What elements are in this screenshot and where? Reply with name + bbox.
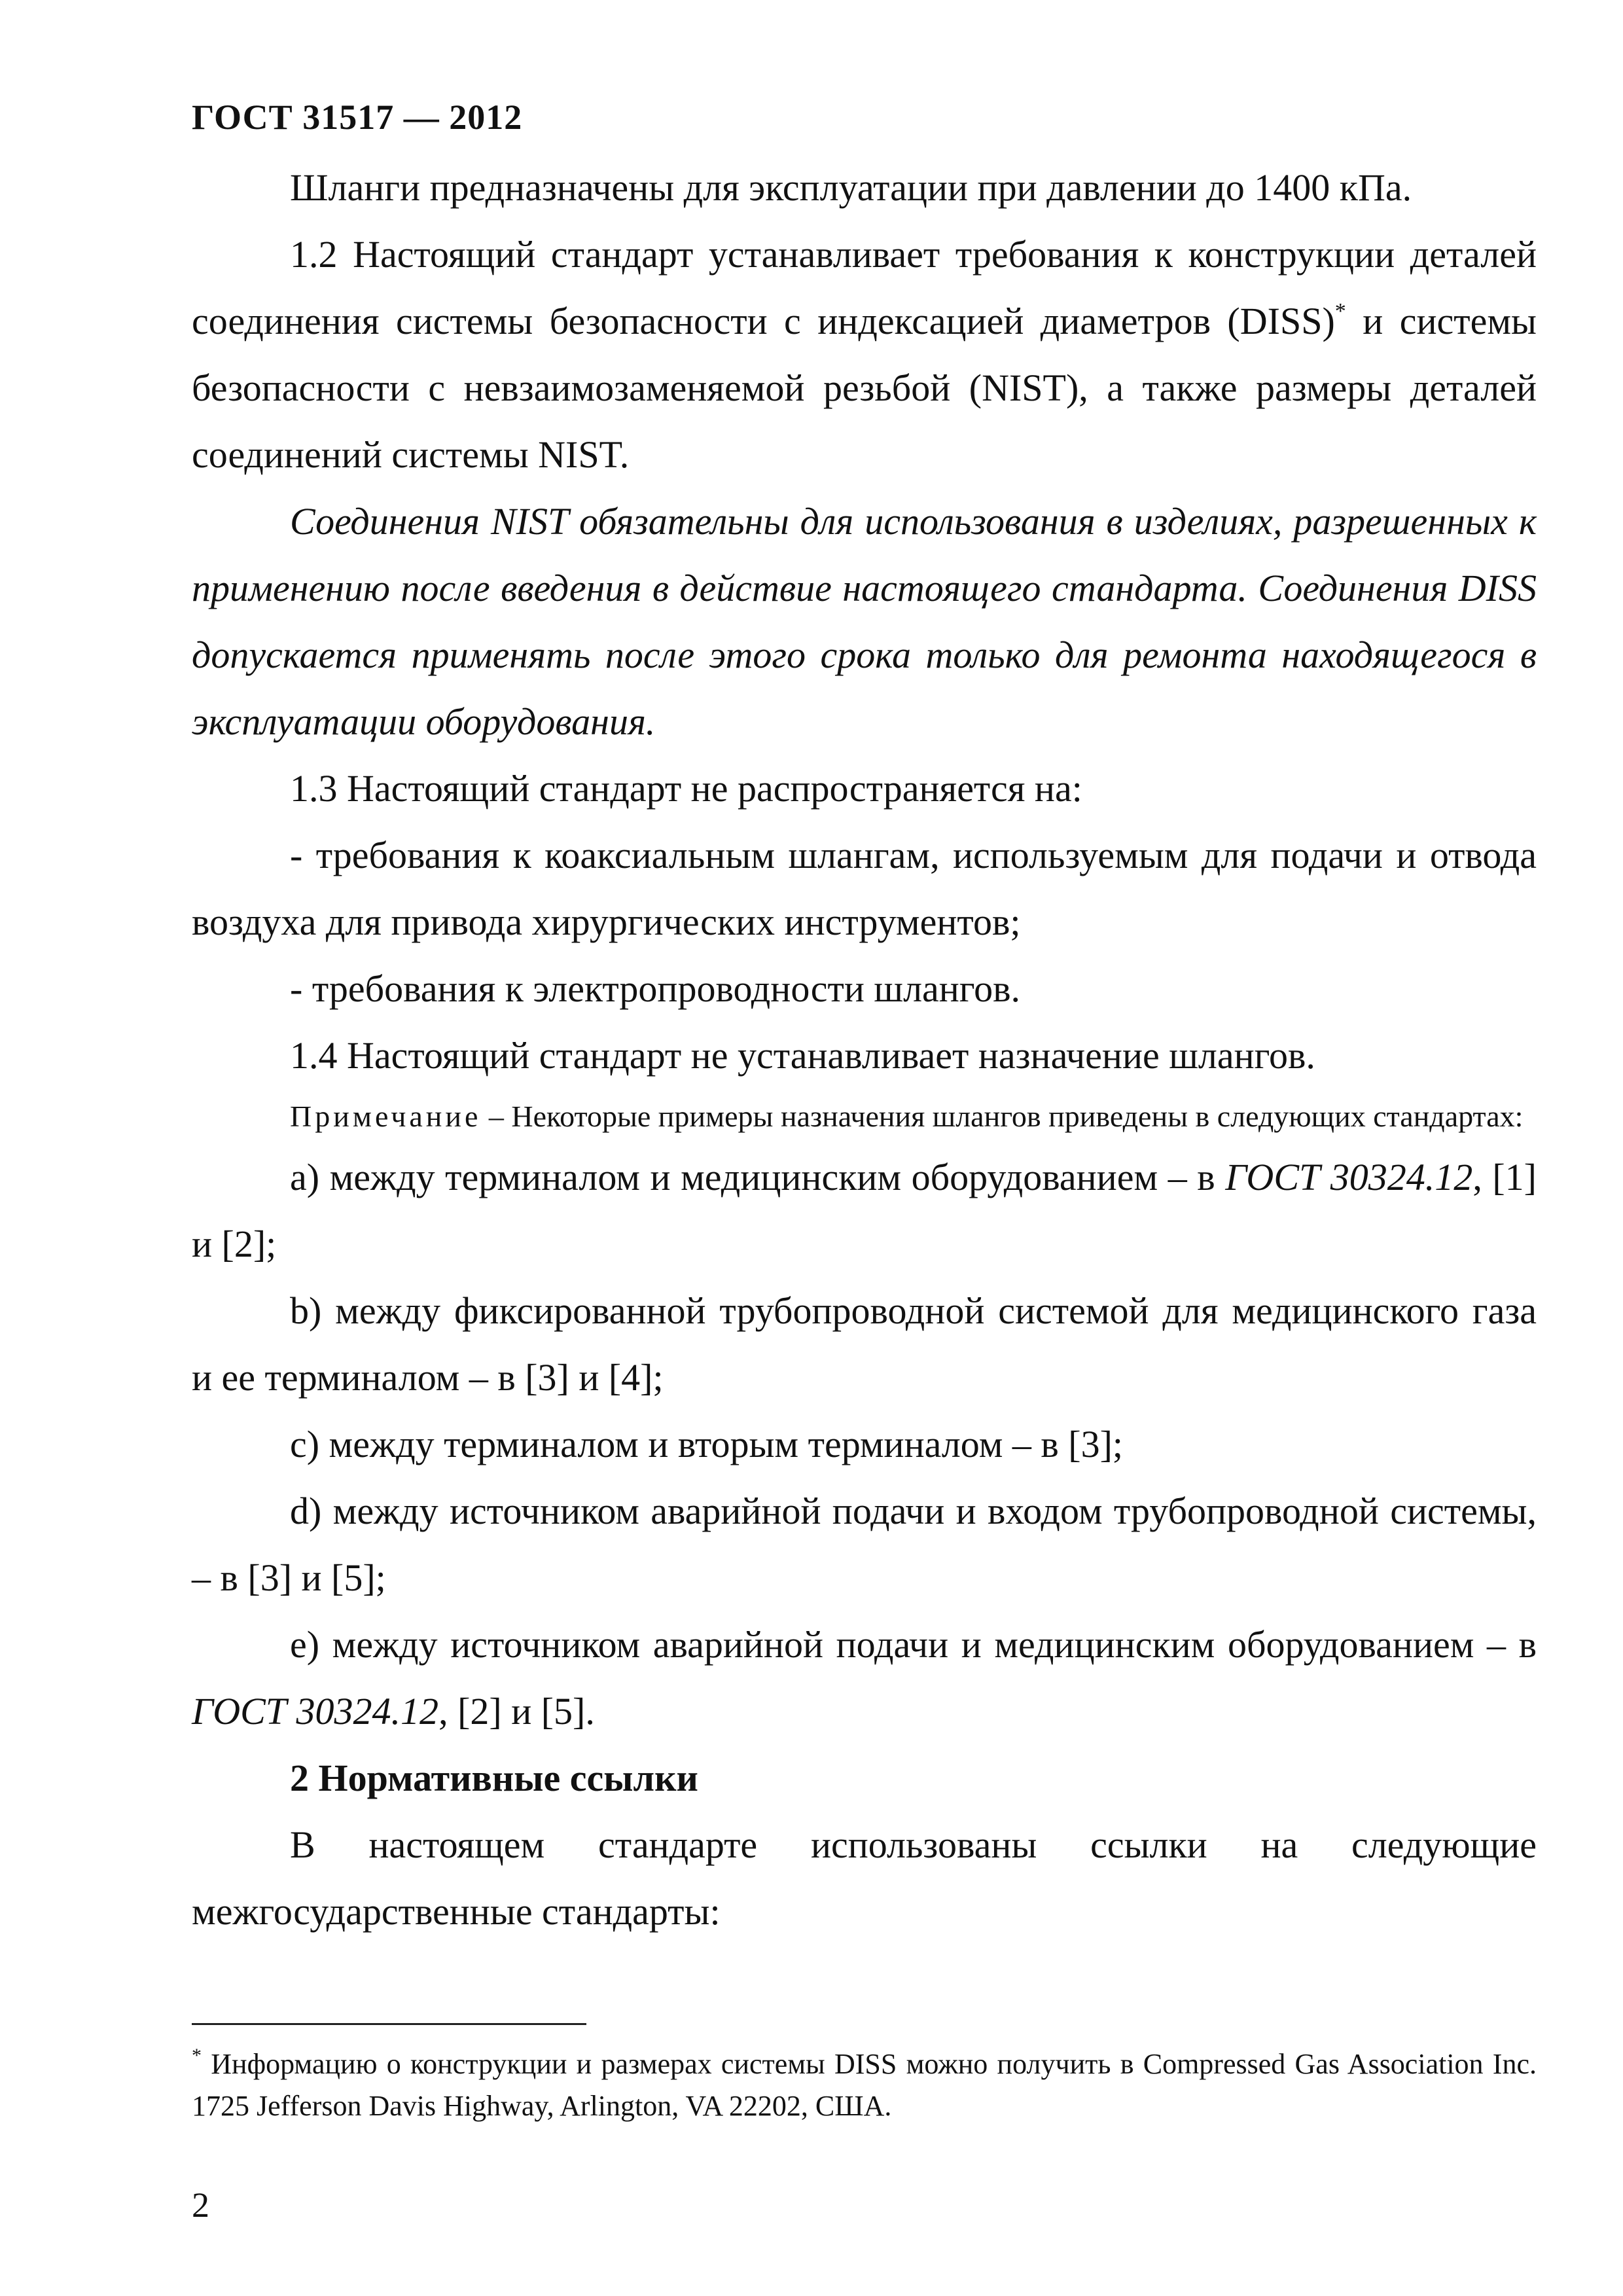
list-item-a-standard-ref: ГОСТ 30324.12 xyxy=(1225,1156,1473,1198)
paragraph-italic-nist: Соединения NIST обязательны для использования в изделиях, разрешенных к применению после введения в действие настоящего стандарта. Соединения DISS допускается применять после этого срока только для ремонта находящегося в эксплуатации оборудования. xyxy=(192,500,1537,743)
list-item-e-text: е) между источником аварийной подачи и медицинским оборудованием – в xyxy=(290,1623,1537,1666)
note-paragraph xyxy=(192,1089,1537,1144)
list-item-e-tail: , [2] и [5]. xyxy=(438,1690,595,1732)
list-item-coaxial: - требования к коаксиальным шлангам, используемым для подачи и отвода воздуха для привода хирургических инструментов; xyxy=(192,834,1537,943)
paragraph-1-2 xyxy=(192,221,1537,488)
paragraph-section-2: В настоящем стандарте использованы ссылки на следующие межгосударственные стандарты: xyxy=(192,1823,1537,1933)
body-text xyxy=(192,154,1537,1945)
paragraph-1-2-part-b: и системы безопасности с невзаимозаменяемой резьбой (NIST), а также размеры деталей соединений системы NIST. xyxy=(192,300,1537,476)
footnote-divider xyxy=(192,2023,586,2025)
paragraph-1-2-part-a: 1.2 Настоящий стандарт устанавливает требования к конструкции деталей соединения системы безопасности с индексацией диаметров (DISS) xyxy=(192,233,1537,342)
list-item-b: b) между фиксированной трубопроводной системой для медицинского газа и ее терминалом – в [3] и [4]; xyxy=(192,1289,1537,1399)
footnote-reference-mark: * xyxy=(1334,299,1346,323)
list-item-c: с) между терминалом и вторым терминалом – в [3]; xyxy=(290,1423,1124,1465)
document-header: ГОСТ 31517 — 2012 xyxy=(192,98,523,137)
section-heading-normative-references: 2 Нормативные ссылки xyxy=(290,1757,698,1799)
list-item-e xyxy=(192,1611,1537,1745)
paragraph-1-3: 1.3 Настоящий стандарт не распространяется на: xyxy=(290,767,1082,810)
list-item-e-standard-ref: ГОСТ 30324.12 xyxy=(192,1690,439,1732)
footnote xyxy=(192,2043,1537,2127)
list-item-a-text: а) между терминалом и медицинским оборудованием – в xyxy=(290,1156,1226,1198)
note-text: – Некоторые примеры назначения шлангов приведены в следующих стандартах: xyxy=(481,1100,1524,1133)
list-item-d: d) между источником аварийной подачи и входом трубопроводной системы, – в [3] и [5]; xyxy=(192,1490,1537,1599)
list-item-a xyxy=(192,1144,1537,1278)
footnote-mark: * xyxy=(192,2045,202,2066)
note-label: Примечание xyxy=(290,1100,482,1133)
page-number: 2 xyxy=(192,2185,209,2225)
paragraph-pressure: Шланги предназначены для эксплуатации при давлении до 1400 кПа. xyxy=(290,166,1412,209)
footnote-text: Информацию о конструкции и размерах системы DISS можно получить в Compressed Gas Association Inc. 1725 Jefferson Davis Highway, Arlington, VA 22202, США. xyxy=(192,2048,1537,2122)
paragraph-1-4: 1.4 Настоящий стандарт не устанавливает назначение шлангов. xyxy=(290,1034,1315,1077)
list-item-conductivity: - требования к электропроводности шлангов. xyxy=(290,967,1021,1010)
list-item-a-tail: , [1] и [2]; xyxy=(192,1156,1537,1265)
